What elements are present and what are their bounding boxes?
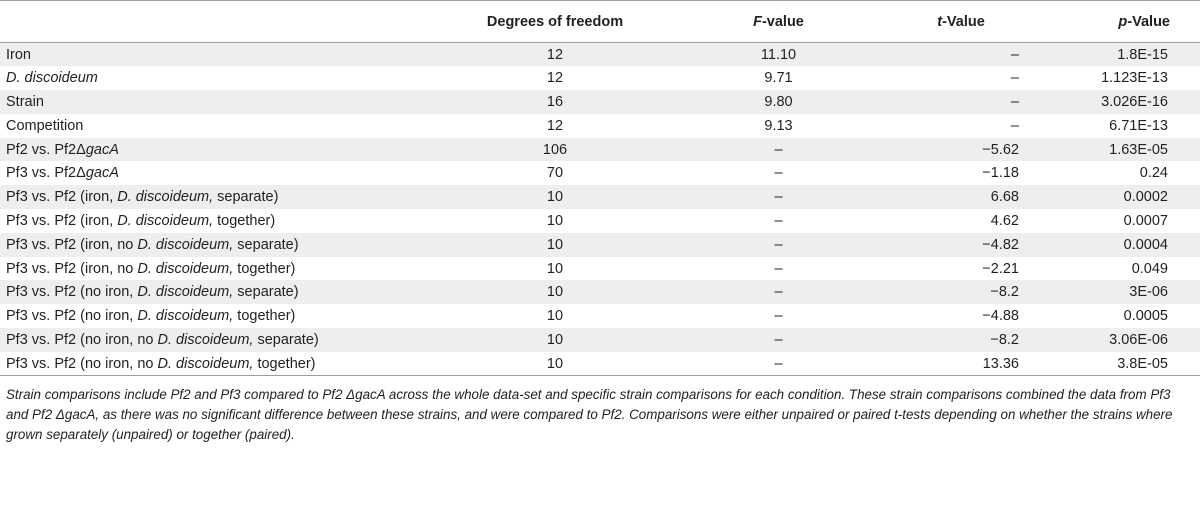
row-label-segment: D. discoideum,: [137, 284, 234, 301]
row-label: [0, 138, 444, 162]
cell-f-value: –: [774, 355, 783, 372]
cell-f-value: 9.13: [764, 117, 793, 134]
row-label-segment: together): [233, 260, 296, 277]
row-label-segment: Pf3 vs. Pf2 (no iron,: [6, 308, 138, 325]
cell-f-value: –: [774, 308, 783, 325]
row-label: [0, 114, 444, 138]
table-row: [0, 328, 1200, 352]
header-label-column: [0, 1, 444, 43]
header-t-value: [891, 1, 1031, 43]
cell-p-value: 6.71E-13: [1109, 117, 1168, 134]
row-label-segment: Pf2 vs. Pf2Δ: [6, 141, 86, 158]
table-footnote: [0, 385, 1200, 444]
row-label-segment: Pf3 vs. Pf2 (no iron, no: [6, 331, 158, 348]
cell-degrees-of-freedom: 10: [546, 260, 564, 277]
row-label-segment: Pf3 vs. Pf2 (iron,: [6, 189, 118, 206]
table-row: [0, 43, 1200, 67]
row-label: [0, 161, 444, 185]
row-label-segment: together): [213, 212, 276, 229]
row-label-segment: D. discoideum,: [137, 260, 234, 277]
row-label-segment: D. discoideum,: [137, 308, 234, 325]
cell-f-value: –: [774, 189, 783, 206]
footnote-text: Strain comparisons include Pf2 and Pf3 compared to Pf2 Δ: [6, 387, 356, 403]
cell-t-value: −4.88: [982, 308, 1019, 325]
cell-t-value: 13.36: [982, 355, 1019, 372]
cell-p-value: 1.123E-13: [1101, 70, 1168, 87]
cell-p-value: 1.63E-05: [1109, 141, 1168, 158]
cell-degrees-of-freedom: 10: [546, 308, 564, 325]
row-label-segment: D. discoideum,: [157, 355, 254, 372]
header-p-value: [1031, 1, 1200, 43]
cell-t-value: −1.18: [982, 165, 1019, 182]
row-label-segment: D. discoideum,: [117, 189, 214, 206]
cell-t-value: –: [1010, 117, 1019, 134]
footnote-gene-name: gacA: [64, 406, 96, 422]
row-label-segment: together): [233, 308, 296, 325]
cell-f-value: –: [774, 236, 783, 253]
footnote-text: across the whole data-set and specific strain comparisons for each condition. These strain comparisons combined the data from Pf3 and Pf2 Δ: [6, 387, 1171, 422]
cell-t-value: −2.21: [982, 260, 1019, 277]
row-label-segment: separate): [213, 189, 279, 206]
table-row: [0, 161, 1200, 185]
cell-t-value: −4.82: [982, 236, 1019, 253]
cell-f-value: –: [774, 331, 783, 348]
cell-f-value: 9.80: [764, 93, 793, 110]
cell-f-value: –: [774, 212, 783, 229]
cell-p-value: 0.0005: [1123, 308, 1168, 325]
header-t-rest: -Value: [942, 13, 985, 30]
table-row: [0, 233, 1200, 257]
cell-f-value: –: [774, 141, 783, 158]
cell-degrees-of-freedom: 70: [546, 165, 564, 182]
cell-f-value: –: [774, 260, 783, 277]
row-label: [0, 280, 444, 304]
row-label-segment: gacA: [85, 165, 119, 182]
row-label-segment: D. discoideum,: [157, 331, 254, 348]
cell-f-value: –: [774, 284, 783, 301]
cell-p-value: 3.026E-16: [1101, 93, 1168, 110]
row-label-segment: Strain: [6, 93, 44, 110]
footnote-gene-name: gacA: [355, 387, 386, 403]
row-label-segment: D. discoideum: [6, 70, 98, 87]
cell-degrees-of-freedom: 10: [546, 284, 564, 301]
row-label: [0, 43, 444, 67]
row-label: [0, 209, 444, 233]
header-t-italic: t: [937, 13, 943, 30]
cell-p-value: 0.24: [1139, 165, 1168, 182]
table-row: [0, 185, 1200, 209]
row-label: [0, 185, 444, 209]
cell-p-value: 0.0002: [1123, 189, 1168, 206]
header-f-value: [666, 1, 891, 43]
cell-t-value: 4.62: [990, 212, 1019, 229]
cell-degrees-of-freedom: 10: [546, 189, 564, 206]
cell-p-value: 1.8E-15: [1117, 46, 1168, 63]
cell-degrees-of-freedom: 10: [546, 331, 564, 348]
row-label-segment: gacA: [85, 141, 119, 158]
cell-degrees-of-freedom: 10: [546, 236, 564, 253]
row-label-segment: Competition: [6, 117, 84, 134]
cell-degrees-of-freedom: 106: [542, 141, 568, 158]
header-degrees-of-freedom: Degrees of freedom: [486, 13, 624, 30]
cell-t-value: –: [1010, 46, 1019, 63]
row-label-segment: separate): [233, 284, 299, 301]
cell-p-value: 0.049: [1131, 260, 1168, 277]
cell-t-value: −8.2: [990, 331, 1019, 348]
cell-degrees-of-freedom: 12: [546, 117, 564, 134]
table-row: [0, 304, 1200, 328]
row-label: [0, 66, 444, 90]
header-p-rest: -Value: [1127, 13, 1170, 30]
row-label: [0, 304, 444, 328]
table-body: [0, 43, 1200, 376]
cell-p-value: 3.8E-05: [1117, 355, 1168, 372]
row-label-segment: together): [253, 355, 316, 372]
row-label-segment: Pf3 vs. Pf2Δ: [6, 165, 86, 182]
row-label: [0, 328, 444, 352]
cell-t-value: 6.68: [990, 189, 1019, 206]
cell-degrees-of-freedom: 16: [546, 93, 564, 110]
cell-t-value: −5.62: [982, 141, 1019, 158]
table-row: [0, 114, 1200, 138]
cell-f-value: 9.71: [764, 70, 793, 87]
cell-t-value: –: [1010, 70, 1019, 87]
table-row: [0, 90, 1200, 114]
row-label-segment: Pf3 vs. Pf2 (no iron,: [6, 284, 138, 301]
cell-f-value: –: [774, 165, 783, 182]
row-label-segment: D. discoideum,: [137, 236, 234, 253]
row-label: [0, 233, 444, 257]
row-label: [0, 90, 444, 114]
row-label-segment: Pf3 vs. Pf2 (iron,: [6, 212, 118, 229]
cell-degrees-of-freedom: 12: [546, 70, 564, 87]
cell-t-value: −8.2: [990, 284, 1019, 301]
cell-p-value: 0.0007: [1123, 212, 1168, 229]
table-row: [0, 352, 1200, 376]
table-row: [0, 257, 1200, 281]
cell-p-value: 3E-06: [1129, 284, 1168, 301]
row-label-segment: Iron: [6, 46, 31, 63]
header-f-italic: F: [753, 13, 762, 30]
row-label: [0, 257, 444, 281]
row-label-segment: separate): [233, 236, 299, 253]
row-label-segment: D. discoideum,: [117, 212, 214, 229]
cell-degrees-of-freedom: 10: [546, 212, 564, 229]
cell-p-value: 3.06E-06: [1109, 331, 1168, 348]
cell-t-value: –: [1010, 93, 1019, 110]
cell-p-value: 0.0004: [1123, 236, 1168, 253]
row-label-segment: Pf3 vs. Pf2 (no iron, no: [6, 355, 158, 372]
row-label-segment: Pf3 vs. Pf2 (iron, no: [6, 236, 138, 253]
row-label: [0, 352, 444, 376]
table-row: [0, 138, 1200, 162]
header-p-italic: p: [1118, 13, 1128, 30]
table-row: [0, 209, 1200, 233]
header-f-rest: -value: [761, 13, 804, 30]
cell-degrees-of-freedom: 12: [546, 46, 564, 63]
footnote-text: , as there was no significant difference between these strains, and were compared to Pf2. Comparisons were either unpaired or paired t-tests depending on whether the strains where grown separately (unpaired) or together (paired).: [6, 406, 1173, 442]
table-header-row: [0, 1, 1200, 43]
cell-degrees-of-freedom: 10: [546, 355, 564, 372]
row-label-segment: separate): [253, 331, 319, 348]
row-label-segment: Pf3 vs. Pf2 (iron, no: [6, 260, 138, 277]
table-row: [0, 280, 1200, 304]
cell-f-value: 11.10: [760, 46, 797, 63]
table-row: [0, 66, 1200, 90]
